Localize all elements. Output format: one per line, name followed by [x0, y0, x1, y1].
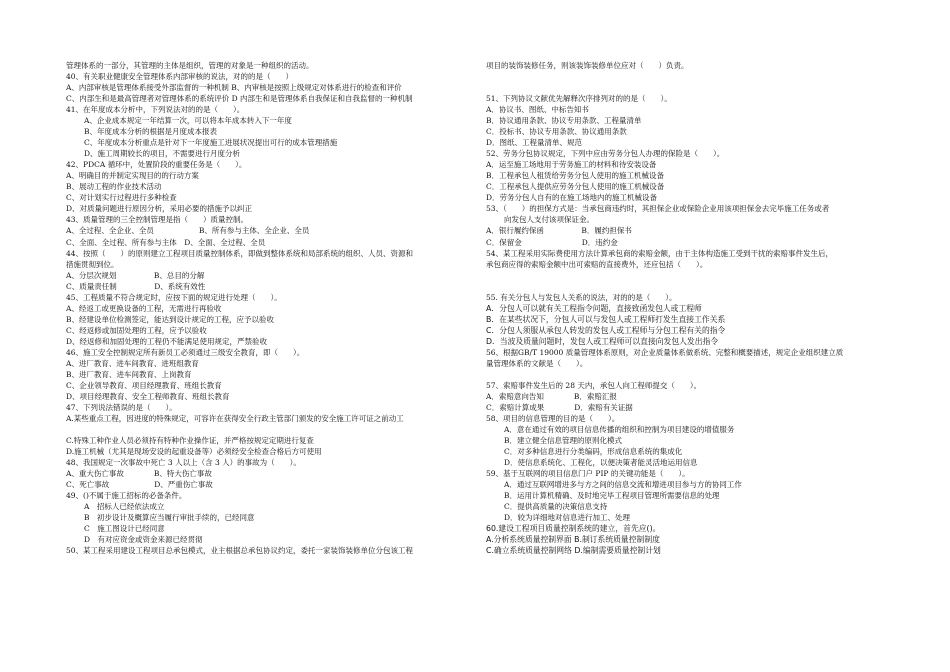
- question-49: 49、()不属于施工招标的必备条件。: [66, 491, 187, 501]
- right-column: [486, 60, 890, 556]
- text-line: C．索赔计算成果 D．索赔有关证据: [486, 402, 633, 412]
- question-50: 50、某工程采用建设工程项目总承包模式，业主根据总承包协议约定，委托一家装饰装修单位分包该工程: [66, 546, 414, 556]
- text-line: B、进厂教育、进车间教育、上岗教育: [66, 369, 192, 379]
- question-54: 54、某工程采用实际费使用方法计算承包商的索赔金额，由于主体构造施工受到干扰的索赔事件发生后，: [486, 248, 834, 258]
- blank-line: [486, 82, 890, 93]
- text-line: C．保留金 D．违约金: [486, 237, 618, 247]
- text-line: C 施工图设计已经同意: [84, 524, 165, 534]
- text-line: C、经返修或加固处理的工程，应予以验收: [66, 325, 207, 335]
- text-line: C．分包人须服从承包人转发的发包人或工程师与分包工程有关的指令: [486, 325, 726, 335]
- question-53: 53、（ ）的担保方式是：当承包商违约时，其担保企业或保险企业用该项担保金去完毕施工任务或者: [486, 204, 830, 214]
- text-line: C、年度成本分析重点是针对下一年度施工进展状况提出可行的成本管理措施: [84, 138, 338, 148]
- text-line: A．银行履约保函 B．履约担保书: [486, 226, 632, 236]
- text-line: B、展动工程的作业技术活动: [66, 182, 162, 192]
- question-56: 56、根据GB/T 19000 质量管理体系原则，对企业质量体系做系统、完整和概要描述，规定企业组织建立质: [486, 347, 844, 357]
- blank-line: [486, 369, 890, 380]
- text-line: C、内部生和是最高管理者对管理体系的系统评价 D 内部生和是管理体系自我保证和自我监督的一种机制: [66, 94, 413, 104]
- text-line: A．通过互联网增进多与方之间的信息交流和增进项目参与方的协同工作: [504, 480, 742, 490]
- text-line: A、重大伤亡事故 B、特大伤亡事故: [66, 469, 212, 479]
- blank-line: [486, 270, 890, 281]
- question-42: 42、PDCA 循环中，处置阶段的重要任务是（ ）。: [66, 160, 247, 170]
- text-line: A、分层次规划 B、总目的分解: [66, 270, 205, 280]
- text-line: A．分包人可以就有关工程指令问题，直接致函发包人或工程师: [486, 303, 702, 313]
- text-line: 承包商应得的索赔金额中出可索赔的直接费外，还应包括（ ）。: [486, 259, 708, 269]
- text-line: D．劳务分包人自有的在施工场地内的施工机械设备: [486, 193, 658, 203]
- text-line: B、年度成本分析的根据是月度成本报表: [84, 127, 218, 137]
- text-line: 量管理体系的文献是（ ）。: [486, 358, 588, 368]
- question-43: 43、质量管理的三全控制管理是指（ ）质量控制。: [66, 215, 249, 225]
- question-46: 46、施工安全控制规定所有新员工必须通过三级安全教育，即（ ）。: [66, 347, 305, 357]
- text-line: C、死亡事故 D、严重伤亡事故: [66, 480, 213, 490]
- text-line: C、企业领导教育、项目经理教育、班组长教育: [66, 380, 222, 390]
- text-line: A．协议书、图纸、中标告知书: [486, 105, 589, 115]
- text-line: B、经建设单位检测签定，能达到设计规定的工程，应予以验收: [66, 314, 275, 324]
- text-line: 措施贯彻到位。: [66, 259, 119, 269]
- text-line: A、经返工或更换设备的工程，无需进行再验收: [66, 303, 222, 313]
- question-57: 57、索赔事件发生后的 28 天内，承包人向工程师提交（ ）。: [486, 380, 702, 390]
- text-line: D、经返修和加固处理的工程仍不能满足使用规定，严禁验收: [66, 336, 268, 346]
- blank-line: [66, 424, 464, 435]
- question-58: 58、项目的信息管理的目的是（ ）。: [486, 414, 620, 423]
- text-line: B．建立健全信息管理的原则化模式: [504, 436, 623, 446]
- text-line: D、对质量问题进行原因分析，采用必要的措施予以纠正: [66, 204, 253, 214]
- question-51: 51、下列协议文献优先解释次序排列对的的是（ ）。: [486, 94, 672, 104]
- text-line: A、全过程、全企业、全员 B、所有参与主体、全企业、全员: [66, 226, 310, 236]
- text-line: C、质量责任制 D、系统有效性: [66, 281, 206, 291]
- text-line: C．提供高质量的决策信息支持: [504, 502, 608, 512]
- text-line: A.某些重点工程，因进度的特殊规定，可容许在获得安全行政主管部门颁发的安全施工许可证之前动工: [66, 414, 404, 423]
- question-59: 59、基于互联网的项目信息门户 PIP 的关键功能是（ ）。: [486, 469, 690, 479]
- text-line: C.特殊工种作业人员必须持有特种作业操作证，并严格按规定定期进行复查: [66, 436, 314, 446]
- question-41: 41、在年度成本分析中，下列说法对的的是（ ）。: [66, 105, 245, 115]
- question-44: 44、按照（ ）的原则建立工程项目质量控制体系，即做到整体系统和局部系统的组织、人员、资源和: [66, 248, 414, 258]
- blank-line: [486, 281, 890, 292]
- text-line: A．意在通过有效的项目信息传播的组织和控制为项目建设的增值服务: [504, 425, 735, 435]
- question-48: 48、我国规定一次事故中死亡 3 人以上（含 3 人）的事故为（ ）。: [66, 458, 301, 468]
- left-column: [66, 60, 464, 556]
- text-line: A、企业成本规定一年结算一次，可以将本年成本转入下一年度: [84, 116, 292, 126]
- question-47: 47、下列说法错误的是（ ）。: [66, 402, 177, 412]
- text-line: 项目的装饰装修任务，则该装饰装修单位应对（ ）负责。: [486, 61, 689, 70]
- question-40: 40、有关职业健康安全管理体系内部审核的说法，对的的是（ ）: [66, 72, 294, 82]
- text-line: A 招标人已经依法成立: [84, 502, 165, 512]
- text-line: 向发包人支付该项保证金。: [504, 215, 594, 225]
- question-60: 60.建设工程项目质量控制系统的建立，首先应()。: [486, 524, 661, 534]
- text-line: C．投标书、协议专用条款、协议通用条款: [486, 127, 627, 137]
- text-line: B．在某些状况下，分包人可以与发包人或工程师打发生直接工作关系: [486, 314, 726, 324]
- text-line: D．使信息系统化、工程化，以便决策者能灵活地运用信息: [504, 458, 698, 468]
- text-line: A、明确目的并制定实现目的的行动方案: [66, 171, 199, 181]
- text-line: D 有对应资金或资金来源已经贯彻: [84, 535, 203, 545]
- text-line: D．图纸、工程量清单、规范: [486, 138, 583, 148]
- question-52: 52、劳务分包协议规定，下列中应由劳务分包人办理的保险是（ ）。: [486, 149, 725, 159]
- text-line: A、内部审核是管理体系接受外部监督的一种机制 B、内审核是按照上级规定对体系进行的检查和评价: [66, 83, 402, 93]
- text-line: B．协议通用条款、协议专用条款、工程量清单: [486, 116, 642, 126]
- text-line: A.分析系统质量控制界面 B.制订系统质量控制制度: [486, 535, 660, 545]
- text-line: B 初步设计及概算应当履行审批手续的，已经同意: [84, 513, 255, 523]
- text-line: C、对计划实行过程进行多种检查: [66, 193, 177, 203]
- text-line: A．运至施工场地用于劳务施工的材料和待安装设备: [486, 160, 657, 170]
- question-45: 45、工程质量不符合规定时，应按下面的规定进行处理（ ）。: [66, 292, 282, 302]
- text-line: D、项目经理教育、安全工程师教育、班组长教育: [66, 391, 230, 401]
- text-line: D．当波及质量问题时，发包人或工程师可以直接向发包人发出指令: [486, 336, 719, 346]
- text-line: C、全面、全过程、所有参与主体 D、全面、全过程、全员: [66, 237, 266, 247]
- blank-line: [486, 71, 890, 82]
- text-line: B．运用计算机精确、及时地完毕工程项目管理所需要信息的处理: [504, 491, 720, 501]
- text-line: 管理体系的一部分，其管理的主体是组织，管理的对象是一种组织的活动。: [66, 61, 314, 70]
- text-line: C．工程承包人提供应劳务分包人使用的施工机械设备: [486, 182, 665, 192]
- text-line: D．较为详细地对信息进行加工、处理: [504, 513, 631, 523]
- text-line: C．对多种信息进行分类编码，形成信息系统的集成化: [504, 447, 683, 457]
- text-line: C.确立系统质量控制网络 D.编制需要质量控制计划: [486, 546, 661, 556]
- text-line: B．工程承包人租赁给劳务分包人使用的施工机械设备: [486, 171, 665, 181]
- question-55: 55. 有关分包人与发包人关系的说法，对的的是（ ）。: [486, 292, 677, 302]
- text-line: A．索赔意向告知 B．索赔汇报: [486, 391, 617, 401]
- text-line: D、施工周期较长的项目，不需要进行月度分析: [84, 149, 241, 159]
- text-line: D.施工机械（尤其是现场安设的起重设备等）必须经安全检查合格后方可使用: [66, 447, 322, 457]
- text-line: A、进厂教育、进车间教育、进班组教育: [66, 358, 199, 368]
